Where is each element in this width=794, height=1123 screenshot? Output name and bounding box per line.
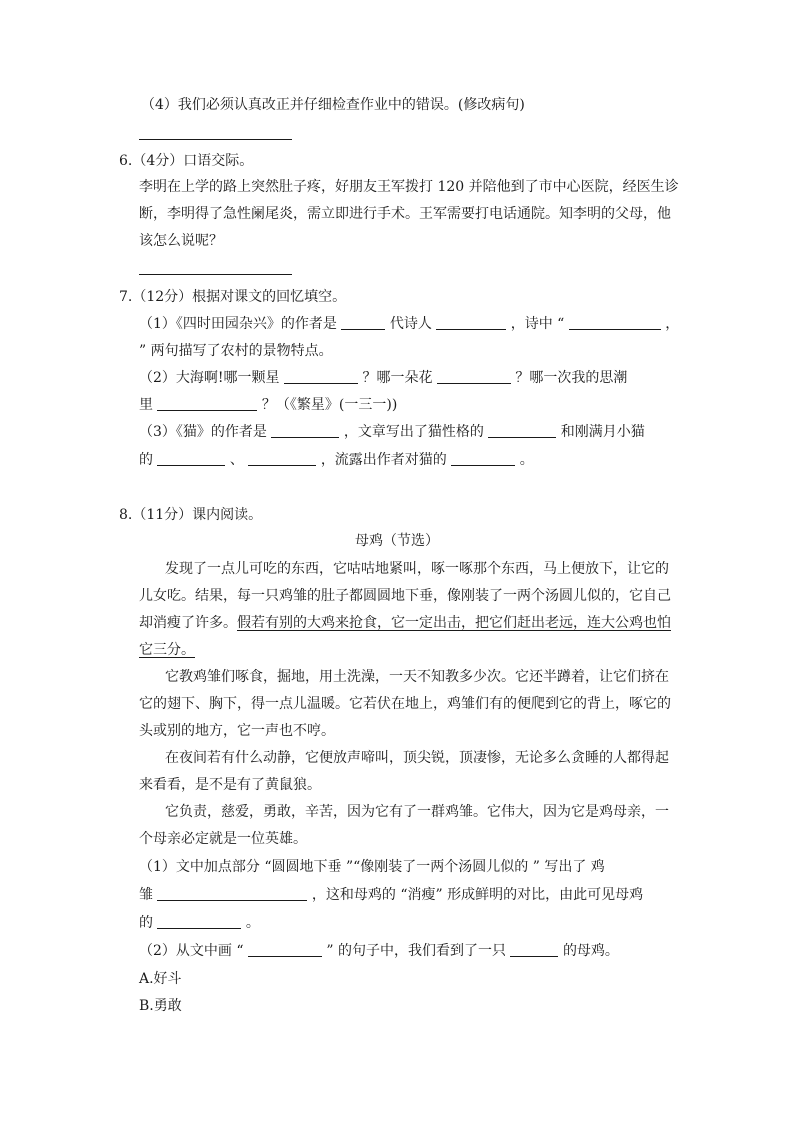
- q5-item-4-prompt: （4）我们必须认真改正并仔细检查作业中的错误。(修改病句): [141, 97, 525, 113]
- blank-cat-trait[interactable]: [488, 423, 556, 438]
- q7-part-2-line-1: （2）大海啊!哪一颗星 ？哪一朵花 ？哪一次我的思潮: [139, 370, 628, 386]
- passage-para-3-line-2: 来看看，是不是有了黄鼠狼。: [139, 777, 321, 793]
- blank-cat-author[interactable]: [271, 423, 339, 438]
- blank-kitten-1[interactable]: [157, 451, 225, 466]
- q8-sub-1-line-2: 雏 ，这和母鸡的 “消瘦” 形成鲜明的对比，由此可见母鸡: [139, 887, 644, 903]
- q7-part-1-line-2: ” 两句描写了农村的景物特点。: [139, 343, 333, 359]
- blank-chick-description[interactable]: [157, 886, 307, 901]
- blank-poet-name[interactable]: [436, 315, 506, 330]
- passage-para-4-line-1: 它负责，慈爱，勇敢，辛苦，因为它有了一群鸡雏。它伟大，因为它是鸡母亲，一: [165, 804, 669, 820]
- q6-body-line-1: 李明在上学的路上突然肚子疼，好朋友王军拨打 120 并陪他到了市中心医院，经医生诊: [139, 179, 679, 195]
- passage-para-3-line-1: 在夜间若有什么动静，它便放声啼叫，顶尖锐，顶凄惨，无论多么贪睡的人都得起: [165, 750, 669, 766]
- q5-item-4-answer-line[interactable]: [139, 139, 292, 140]
- passage-para-1-line-2: 儿女吃。结果，每一只鸡雏的肚子都圆圆地下垂，像刚装了一两个汤圆儿似的，它自己: [139, 588, 671, 604]
- passage-para-2-line-1: 它教鸡雏们啄食，掘地，用土洗澡，一天不知教多少次。它还半蹲着，让它们挤在: [165, 669, 669, 685]
- underlined-sentence: 假若有别的大鸡来抢食，它一定出击，把它们赶出老远，连大公鸡也怕: [237, 615, 671, 631]
- blank-star[interactable]: [284, 369, 358, 384]
- blank-kitten-2[interactable]: [248, 451, 316, 466]
- blank-author-feeling[interactable]: [451, 451, 515, 466]
- q7-part-2-line-2: 里 ？（《繁星》(一三一)): [139, 397, 398, 413]
- q8-sub-1-line-3: 的 。: [139, 915, 260, 931]
- q8-header: 8.（11分）课内阅读。: [119, 507, 263, 523]
- blank-tide[interactable]: [157, 396, 257, 411]
- blank-author-dynasty[interactable]: [341, 315, 385, 330]
- q7-header: 7.（12分）根据对课文的回忆填空。: [119, 289, 347, 305]
- passage-para-2-line-2: 它的翅下、胸下，得一点儿温暖。它若伏在地上，鸡雏们有的便爬到它的背上，啄它的: [139, 696, 671, 712]
- blank-hen-quality[interactable]: [157, 914, 241, 929]
- option-a[interactable]: A.好斗: [139, 971, 182, 987]
- underline-sample: [248, 942, 322, 957]
- passage-para-1-line-3: 却消瘦了许多。假若有别的大鸡来抢食，它一定出击，把它们赶出老远，连大公鸡也怕: [139, 615, 671, 631]
- passage-para-2-line-3: 头或别的地方，它一声也不哼。: [139, 723, 335, 739]
- q6-body-line-2: 断，李明得了急性阑尾炎，需立即进行手术。王军需要打电话通院。知李明的父母，他: [139, 206, 671, 222]
- q6-body-line-3: 该怎么说呢？: [139, 233, 223, 249]
- q6-answer-line[interactable]: [139, 274, 292, 275]
- blank-hen-trait[interactable]: [510, 942, 558, 957]
- q7-part-3-line-2: 的 、 ，流露出作者对猫的 。: [139, 452, 534, 468]
- q7-part-1-line-1: （1）《四时田园杂兴》的作者是 代诗人 ，诗中 “ ，: [139, 316, 680, 332]
- blank-flower[interactable]: [437, 369, 511, 384]
- q7-part-3-line-1: （3）《猫》的作者是 ，文章写出了猫性格的 和刚满月小猫: [139, 424, 645, 440]
- option-b[interactable]: B.勇敢: [139, 998, 182, 1014]
- underlined-sentence-end: 它三分。: [139, 642, 195, 658]
- passage-para-1-line-1: 发现了一点儿可吃的东西，它咕咕地紧叫，啄一啄那个东西，马上便放下，让它的: [165, 561, 669, 577]
- blank-poem-line[interactable]: [569, 315, 661, 330]
- q6-header: 6.（4分）口语交际。: [119, 153, 254, 169]
- passage-para-1-line-4: [139, 639, 195, 661]
- q8-sub-2: （2）从文中画 “ ” 的句子中，我们看到了一只 的母鸡。: [139, 943, 619, 959]
- passage-para-4-line-2: 个母亲必定就是一位英雄。: [139, 831, 307, 847]
- passage-title: 母鸡（节选）: [355, 533, 439, 549]
- q8-sub-1-line-1: （1）文中加点部分 “圆圆地下垂 ”“像刚装了一两个汤圆儿似的 ” 写出了 鸡: [139, 859, 605, 875]
